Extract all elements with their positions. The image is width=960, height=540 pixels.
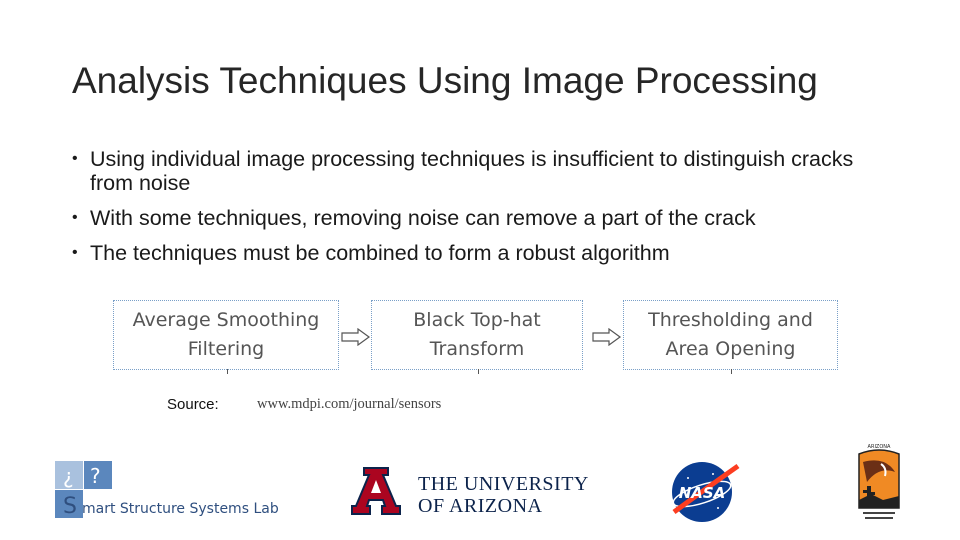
bullet-item: • With some techniques, removing noise can remove a part of the crack — [72, 206, 872, 230]
ssl-name: mart Structure Systems Lab — [82, 501, 279, 517]
connector-tick — [731, 369, 732, 374]
hollow-right-arrow-icon — [592, 328, 622, 346]
flow-step-label: Average Smoothing Filtering — [132, 309, 320, 360]
university-name — [418, 473, 589, 517]
svg-text:?: ? — [90, 464, 101, 488]
flow-step-label: Black Top-hat Transform — [413, 309, 541, 360]
seal-text: ARIZONA — [867, 444, 891, 450]
slide-title: Analysis Techniques Using Image Processing — [72, 60, 818, 101]
nasa-text: NASA — [678, 484, 726, 502]
university-line2: OF ARIZONA — [418, 495, 543, 517]
flowchart — [113, 300, 838, 370]
bullet-list — [72, 147, 872, 276]
flow-step-threshold — [623, 300, 838, 370]
arizona-seal-icon — [855, 442, 903, 524]
ssl-initial: S — [63, 494, 77, 519]
source-url: www.mdpi.com/journal/sensors — [257, 396, 442, 412]
flow-step-label: Thresholding and Area Opening — [648, 309, 813, 360]
bullet-item: • The techniques must be combined to form a robust algorithm — [72, 241, 872, 265]
connector-tick — [227, 369, 228, 374]
hollow-right-arrow-icon — [341, 328, 371, 346]
university-line1: THE UNIVERSITY — [418, 473, 589, 495]
bullet-item: • Using individual image processing techniques is insufficient to distinguish cracks from noise — [72, 147, 872, 195]
nasa-logo-icon — [668, 460, 740, 524]
flow-step-tophat — [371, 300, 583, 370]
connector-tick — [478, 369, 479, 374]
svg-text:¿: ¿ — [63, 464, 74, 488]
university-of-arizona-a-icon — [350, 466, 402, 516]
flow-step-smoothing — [113, 300, 339, 370]
source-label: Source: — [167, 396, 219, 413]
